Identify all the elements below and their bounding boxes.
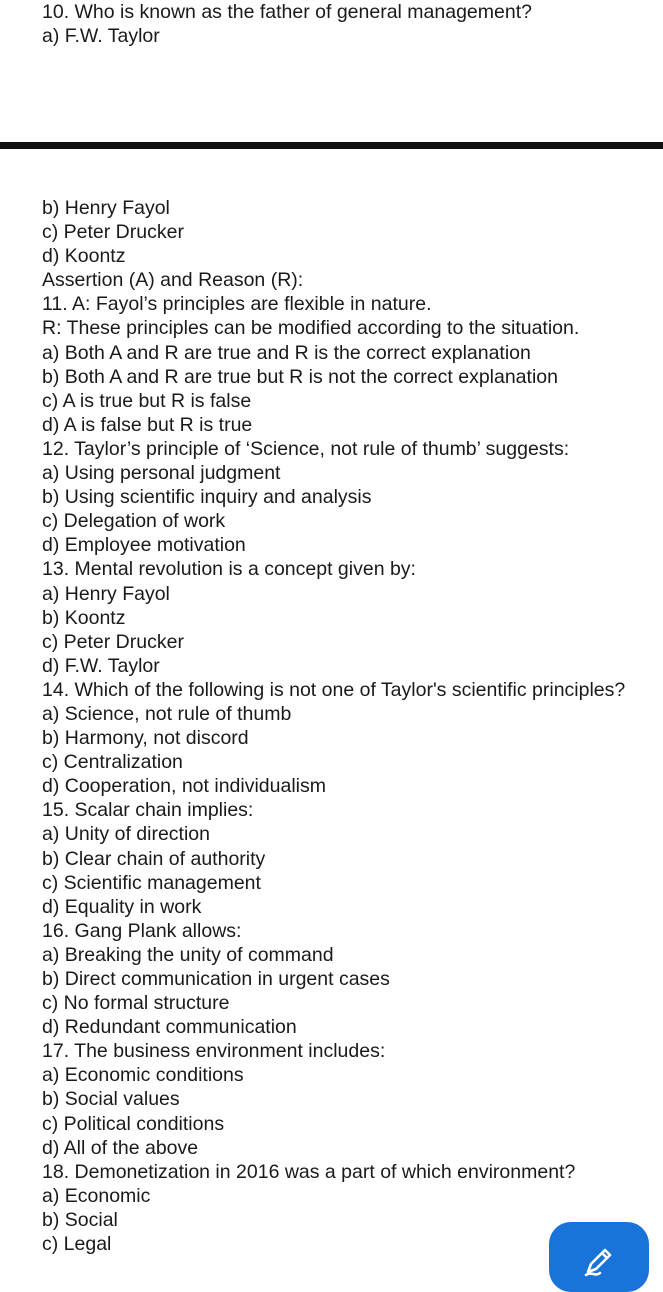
text-line: d) F.W. Taylor bbox=[42, 654, 160, 677]
text-line: c) Peter Drucker bbox=[42, 630, 184, 653]
text-line: Assertion (A) and Reason (R): bbox=[42, 269, 304, 292]
text-line: a) Science, not rule of thumb bbox=[42, 702, 292, 725]
text-line: b) Social bbox=[42, 1208, 118, 1231]
text-line: d) A is false but R is true bbox=[42, 413, 253, 436]
text-line: c) Political conditions bbox=[42, 1112, 225, 1135]
text-line: d) All of the above bbox=[42, 1136, 199, 1159]
text-line: c) No formal structure bbox=[42, 992, 230, 1015]
text-line: R: These principles can be modified according to the situation. bbox=[42, 317, 580, 340]
text-line: c) Delegation of work bbox=[42, 510, 226, 533]
question-list bbox=[42, 196, 663, 1256]
text-line: 17. The business environment includes: bbox=[42, 1040, 386, 1063]
text-line: b) Koontz bbox=[42, 606, 126, 629]
text-line: a) Both A and R are true and R is the correct explanation bbox=[42, 341, 531, 364]
text-line: d) Koontz bbox=[42, 245, 126, 268]
text-line: a) Unity of direction bbox=[42, 823, 210, 846]
text-line: b) Clear chain of authority bbox=[42, 847, 266, 870]
text-line: 12. Taylor’s principle of ‘Science, not rule of thumb’ suggests: bbox=[42, 437, 570, 460]
text-line: 13. Mental revolution is a concept given by: bbox=[42, 558, 416, 581]
text-line: b) Harmony, not discord bbox=[42, 727, 249, 750]
text-line: b) Both A and R are true but R is not the correct explanation bbox=[42, 365, 558, 388]
text-line: 11. A: Fayol’s principles are flexible in nature. bbox=[42, 293, 432, 316]
page-divider bbox=[0, 142, 663, 149]
text-line: d) Employee motivation bbox=[42, 534, 246, 557]
text-line: b) Social values bbox=[42, 1088, 180, 1111]
text-line: 18. Demonetization in 2016 was a part of which environment? bbox=[42, 1160, 576, 1183]
text-line: c) Legal bbox=[42, 1233, 112, 1256]
text-line: d) Equality in work bbox=[42, 895, 202, 918]
text-line: a) F.W. Taylor bbox=[42, 25, 160, 48]
text-line: 16. Gang Plank allows: bbox=[42, 919, 242, 942]
text-line: a) Henry Fayol bbox=[42, 582, 170, 605]
text-line: d) Cooperation, not individualism bbox=[42, 775, 326, 798]
text-line: a) Using personal judgment bbox=[42, 462, 281, 485]
text-line: c) Peter Drucker bbox=[42, 221, 184, 244]
text-line: a) Economic conditions bbox=[42, 1064, 244, 1087]
text-line: 14. Which of the following is not one of Taylor's scientific principles? bbox=[42, 678, 626, 701]
text-line: c) Scientific management bbox=[42, 871, 261, 894]
text-line: d) Redundant communication bbox=[42, 1016, 297, 1039]
text-line: b) Henry Fayol bbox=[42, 197, 170, 219]
edit-fab-button[interactable] bbox=[549, 1222, 649, 1292]
text-line: a) Breaking the unity of command bbox=[42, 943, 334, 966]
text-line: c) Centralization bbox=[42, 751, 183, 774]
text-line: c) A is true but R is false bbox=[42, 389, 252, 412]
edit-pen-icon bbox=[582, 1244, 616, 1278]
text-line: b) Using scientific inquiry and analysis bbox=[42, 486, 372, 509]
question-10-header bbox=[42, 0, 663, 48]
text-line: 10. Who is known as the father of general management? bbox=[42, 1, 532, 23]
text-line: 15. Scalar chain implies: bbox=[42, 799, 254, 822]
text-line: b) Direct communication in urgent cases bbox=[42, 968, 390, 990]
text-line: a) Economic bbox=[42, 1184, 151, 1207]
